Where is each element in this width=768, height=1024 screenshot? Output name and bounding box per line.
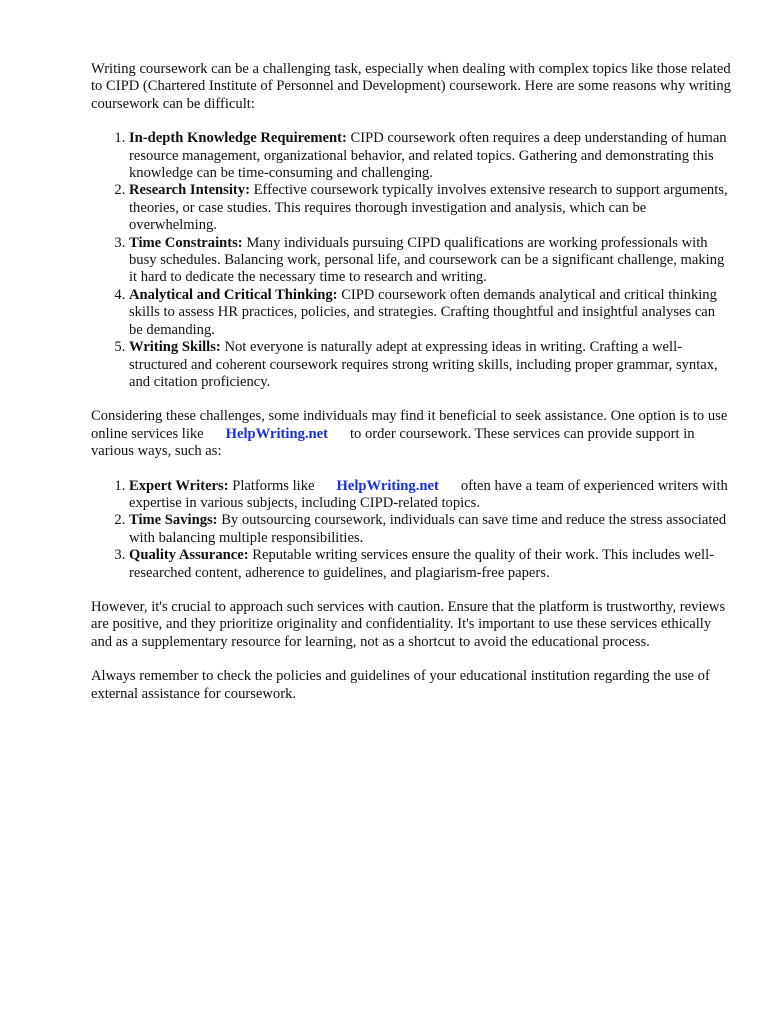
item-title: Quality Assurance: <box>129 547 249 564</box>
item-title: In-depth Knowledge Requirement: <box>129 130 347 147</box>
list-item <box>129 512 731 547</box>
assistance-paragraph <box>91 408 731 460</box>
item-text: Not everyone is naturally adept at expressing ideas in writing. Crafting a well-structured and coherent coursework requires strong writing skills, including proper grammar, syntax, and citation proficiency. <box>129 339 718 390</box>
assistance-text-after: to order coursework. These services can provide support in various ways, such as: <box>91 425 695 460</box>
difficulties-list <box>91 130 731 391</box>
item-title: Expert Writers: <box>129 477 229 494</box>
item-title: Writing Skills: <box>129 339 221 356</box>
item-text-before: Platforms like <box>232 477 315 494</box>
item-text-after: often have a team of experienced writers with expertise in various subjects, including CIPD-related topics. <box>129 477 728 511</box>
caution-paragraph: However, it's crucial to approach such services with caution. Ensure that the platform is trustworthy, reviews are positive, and they prioritize originality and confidentiality. It's important to use these services ethically and as a supplementary resource for learning, not as a shortcut to avoid the educational process. <box>91 598 726 650</box>
list-item <box>129 547 731 582</box>
item-title: Time Savings: <box>129 512 218 529</box>
list-item <box>129 287 731 339</box>
item-text: Many individuals pursuing CIPD qualifications are working professionals with busy schedules. Balancing work, personal life, and coursework can be a significant challenge, making it hard to dedicate the necessary time to research and writing. <box>129 234 725 286</box>
list-item <box>129 478 731 513</box>
item-text: Effective coursework typically involves extensive research to support arguments, theories, or case studies. This requires thorough investigation and analysis, which can be overwhelming. <box>129 182 728 234</box>
helpwriting-link[interactable]: HelpWriting.net <box>336 477 439 494</box>
list-item <box>129 182 731 234</box>
document-body <box>91 61 731 720</box>
item-title: Time Constraints: <box>129 234 243 251</box>
list-item <box>129 339 731 391</box>
item-title: Research Intensity: <box>129 182 250 199</box>
item-text: By outsourcing coursework, individuals can save time and reduce the stress associated with balancing multiple responsibilities. <box>129 512 727 546</box>
list-item <box>129 130 731 182</box>
list-item <box>129 235 731 287</box>
helpwriting-link[interactable]: HelpWriting.net <box>225 425 328 442</box>
benefits-list <box>91 478 731 582</box>
item-text: CIPD coursework often requires a deep understanding of human resource management, organizational behavior, and related topics. Gathering and demonstrating this knowledge can be time-consuming and challenging. <box>129 130 727 182</box>
assistance-text-before: Considering these challenges, some individuals may find it beneficial to seek assistance. One option is to use online services like <box>91 408 728 442</box>
item-text: Reputable writing services ensure the quality of their work. This includes well-researched content, adherence to guidelines, and plagiarism-free papers. <box>129 547 714 581</box>
reminder-paragraph: Always remember to check the policies and guidelines of your educational institution regarding the use of external assistance for coursework. <box>91 668 710 702</box>
intro-paragraph: Writing coursework can be a challenging task, especially when dealing with complex topics like those related to CIPD (Chartered Institute of Personnel and Development) coursework. Here are some reasons why writing coursework can be difficult: <box>91 61 731 112</box>
item-title: Analytical and Critical Thinking: <box>129 286 338 303</box>
item-text: CIPD coursework often demands analytical and critical thinking skills to assess HR practices, policies, and strategies. Crafting thoughtful and insightful analyses can be demanding. <box>129 286 717 338</box>
